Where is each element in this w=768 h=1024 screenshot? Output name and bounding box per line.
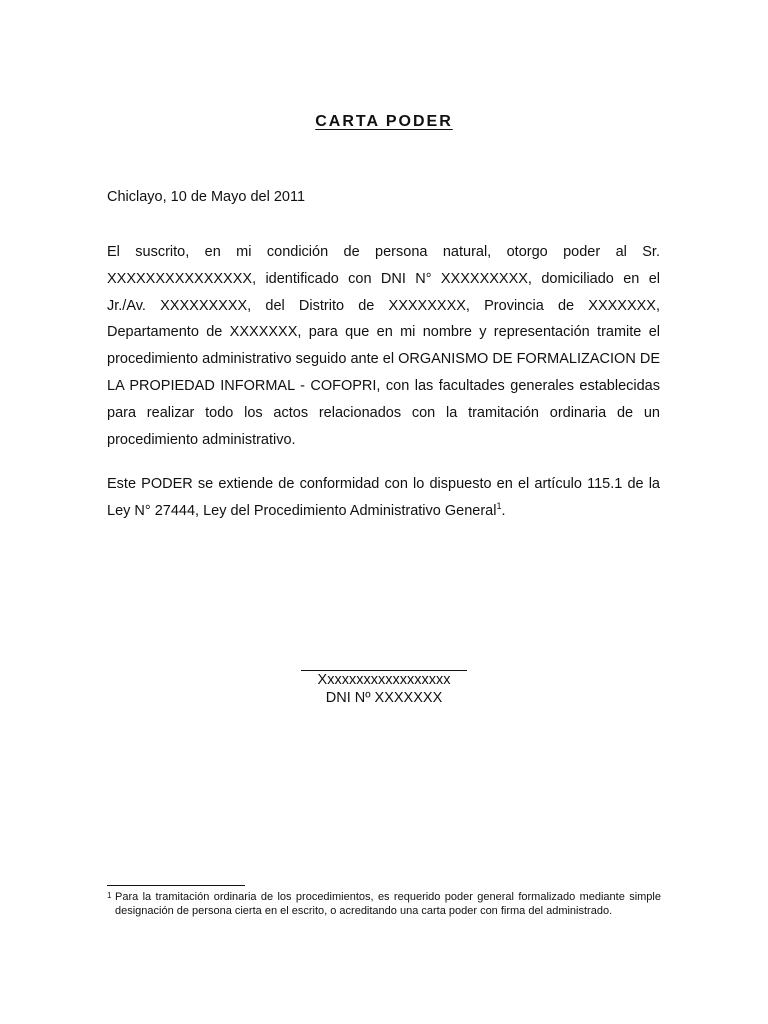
body-paragraph-1: El suscrito, en mi condición de persona natural, otorgo poder al Sr. XXXXXXXXXXXXXXX, identificado con DNI N° XXXXXXXXX, domiciliado en el Jr./Av. XXXXXXXXX, del Distrito de XXXXXXXX, Provincia de XXXXXXX, Departamento de XXXXXXX, para que en mi nombre y representación tramite el procedimiento administrativo seguido ante el ORGANISMO DE FORMALIZACION DE LA PROPIEDAD INFORMAL - COFOPRI, con las facultades generales establecidas para realizar todo los actos relacionados con la tramitación ordinaria de un procedimiento administrativo.	[107, 244, 660, 448]
body-paragraph-2-text: Este PODER se extiende de conformidad con lo dispuesto en el artículo 115.1 de la Ley N° 27444, Ley del Procedimiento Administrativo General	[107, 476, 660, 519]
footnote-separator	[107, 885, 245, 886]
footnote-reference: 1	[496, 500, 502, 511]
document-title: CARTA PODER	[315, 113, 453, 130]
signature-name: Xxxxxxxxxxxxxxxxxx	[317, 672, 451, 688]
signature-line	[301, 670, 467, 671]
footnote-marker: 1	[107, 891, 112, 900]
date-line: Chiclayo, 10 de Mayo del 2011	[107, 189, 306, 205]
body-paragraph-2	[107, 471, 660, 525]
footnote	[107, 891, 661, 918]
signature-dni: DNI Nº XXXXXXX	[325, 690, 443, 706]
footnote-text: Para la tramitación ordinaria de los procedimientos, es requerido poder general formalizado mediante simple designación de persona cierta en el escrito, o acreditando una carta poder con firma del administrado.	[115, 891, 661, 917]
body-paragraph-2-end: .	[501, 502, 506, 519]
